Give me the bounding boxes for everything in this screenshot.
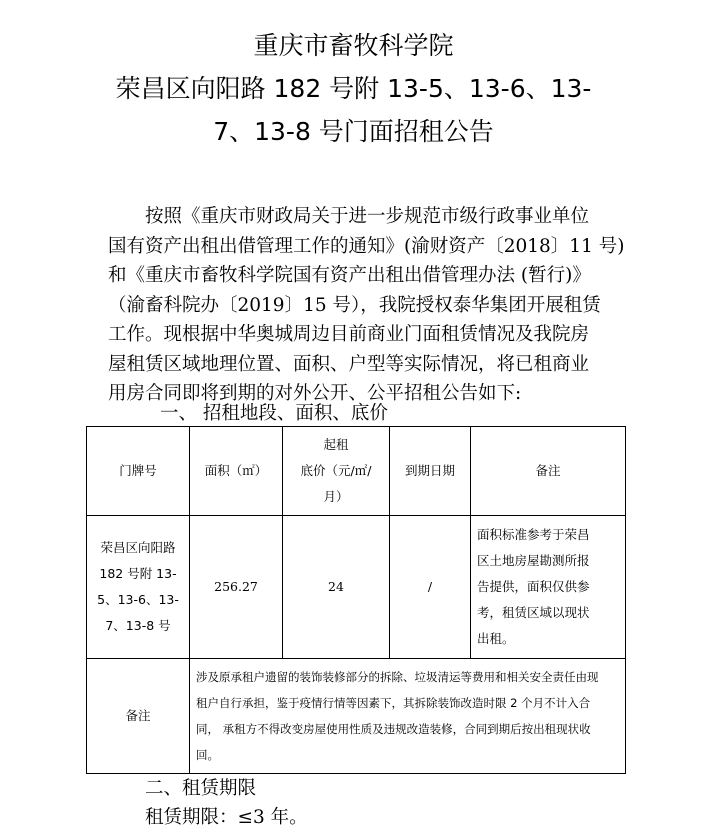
door-no-line: 182 号附 13- <box>99 566 177 581</box>
section-1-heading: 一、 招租地段、面积、底价 <box>160 403 388 424</box>
intro-line: 屋租赁区域地理位置、面积、户型等实际情况，将已租商业 <box>108 353 590 375</box>
cell-expiry: / <box>390 516 471 659</box>
intro-paragraph <box>108 202 628 409</box>
header-base-price <box>283 427 390 516</box>
header-price-line: 月） <box>323 489 349 504</box>
intro-line: 和《重庆市畜牧科学院国有资产出租出借管理办法 (暂行)》 <box>108 265 591 286</box>
door-no-line: 5、13-6、13- <box>97 592 179 607</box>
section-2-heading: 二、租赁期限 <box>145 778 257 799</box>
note-row <box>87 659 626 774</box>
door-no-line: 荣昌区向阳路 <box>100 540 176 555</box>
remarks-line: 告提供，面积仅供参 <box>477 579 590 594</box>
note-line: 回。 <box>196 748 219 762</box>
remarks-line: 面积标准参考于荣昌 <box>477 527 590 542</box>
header-area: 面积（㎡） <box>190 427 283 516</box>
intro-line: 国有资产出租出借管理工作的通知》(渝财资产〔2018〕11 号) <box>108 235 625 257</box>
note-content <box>190 659 626 774</box>
table-row <box>87 516 626 659</box>
remarks-line: 出租。 <box>477 631 515 646</box>
intro-line: 按照《重庆市财政局关于进一步规范市级行政事业单位 <box>145 206 590 227</box>
header-price-line: 底价（元/㎡/ <box>300 463 372 478</box>
rental-table <box>86 426 626 774</box>
header-price-line: 起租 <box>323 437 349 452</box>
intro-line: 工作。现根据中华奥城周边目前商业门面租赁情况及我院房 <box>108 324 590 345</box>
cell-price: 24 <box>283 516 390 659</box>
cell-door-no <box>87 516 190 659</box>
header-door-no: 门牌号 <box>87 427 190 516</box>
title-line-2: 荣昌区向阳路 182 号附 13-5、13-6、13- <box>115 74 592 103</box>
header-remarks: 备注 <box>471 427 626 516</box>
door-no-line: 7、13-8 号 <box>105 618 171 633</box>
cell-remarks <box>471 516 626 659</box>
section-2-content: 租赁期限：≤3 年。 <box>145 807 308 828</box>
remarks-line: 区土地房屋勘测所报 <box>477 553 590 568</box>
note-line: 同， 承租方不得改变房屋使用性质及违规改造装修，合同到期后按出租现状收 <box>196 722 591 736</box>
intro-line: （渝畜科院办〔2019〕15 号），我院授权泰华集团开展租赁 <box>108 294 601 316</box>
cell-area: 256.27 <box>190 516 283 659</box>
intro-line: 用房合同即将到期的对外公开、公平招租公告如下: <box>108 383 522 404</box>
note-line: 涉及原承租户遗留的装饰装修部分的拆除、垃圾清运等费用和相关安全责任由现 <box>196 670 599 684</box>
remarks-line: 考，租赁区域以现状 <box>477 605 590 620</box>
note-label: 备注 <box>87 659 190 774</box>
title-line-3: 7、13-8 号门面招租公告 <box>213 117 494 146</box>
title-line-1: 重庆市畜牧科学院 <box>253 31 454 60</box>
table-header-row <box>87 427 626 516</box>
header-expiry: 到期日期 <box>390 427 471 516</box>
note-line: 租户自行承担，鉴于疫情行情等因素下，其拆除装饰改造时限 2 个月不计入合 <box>196 696 591 710</box>
